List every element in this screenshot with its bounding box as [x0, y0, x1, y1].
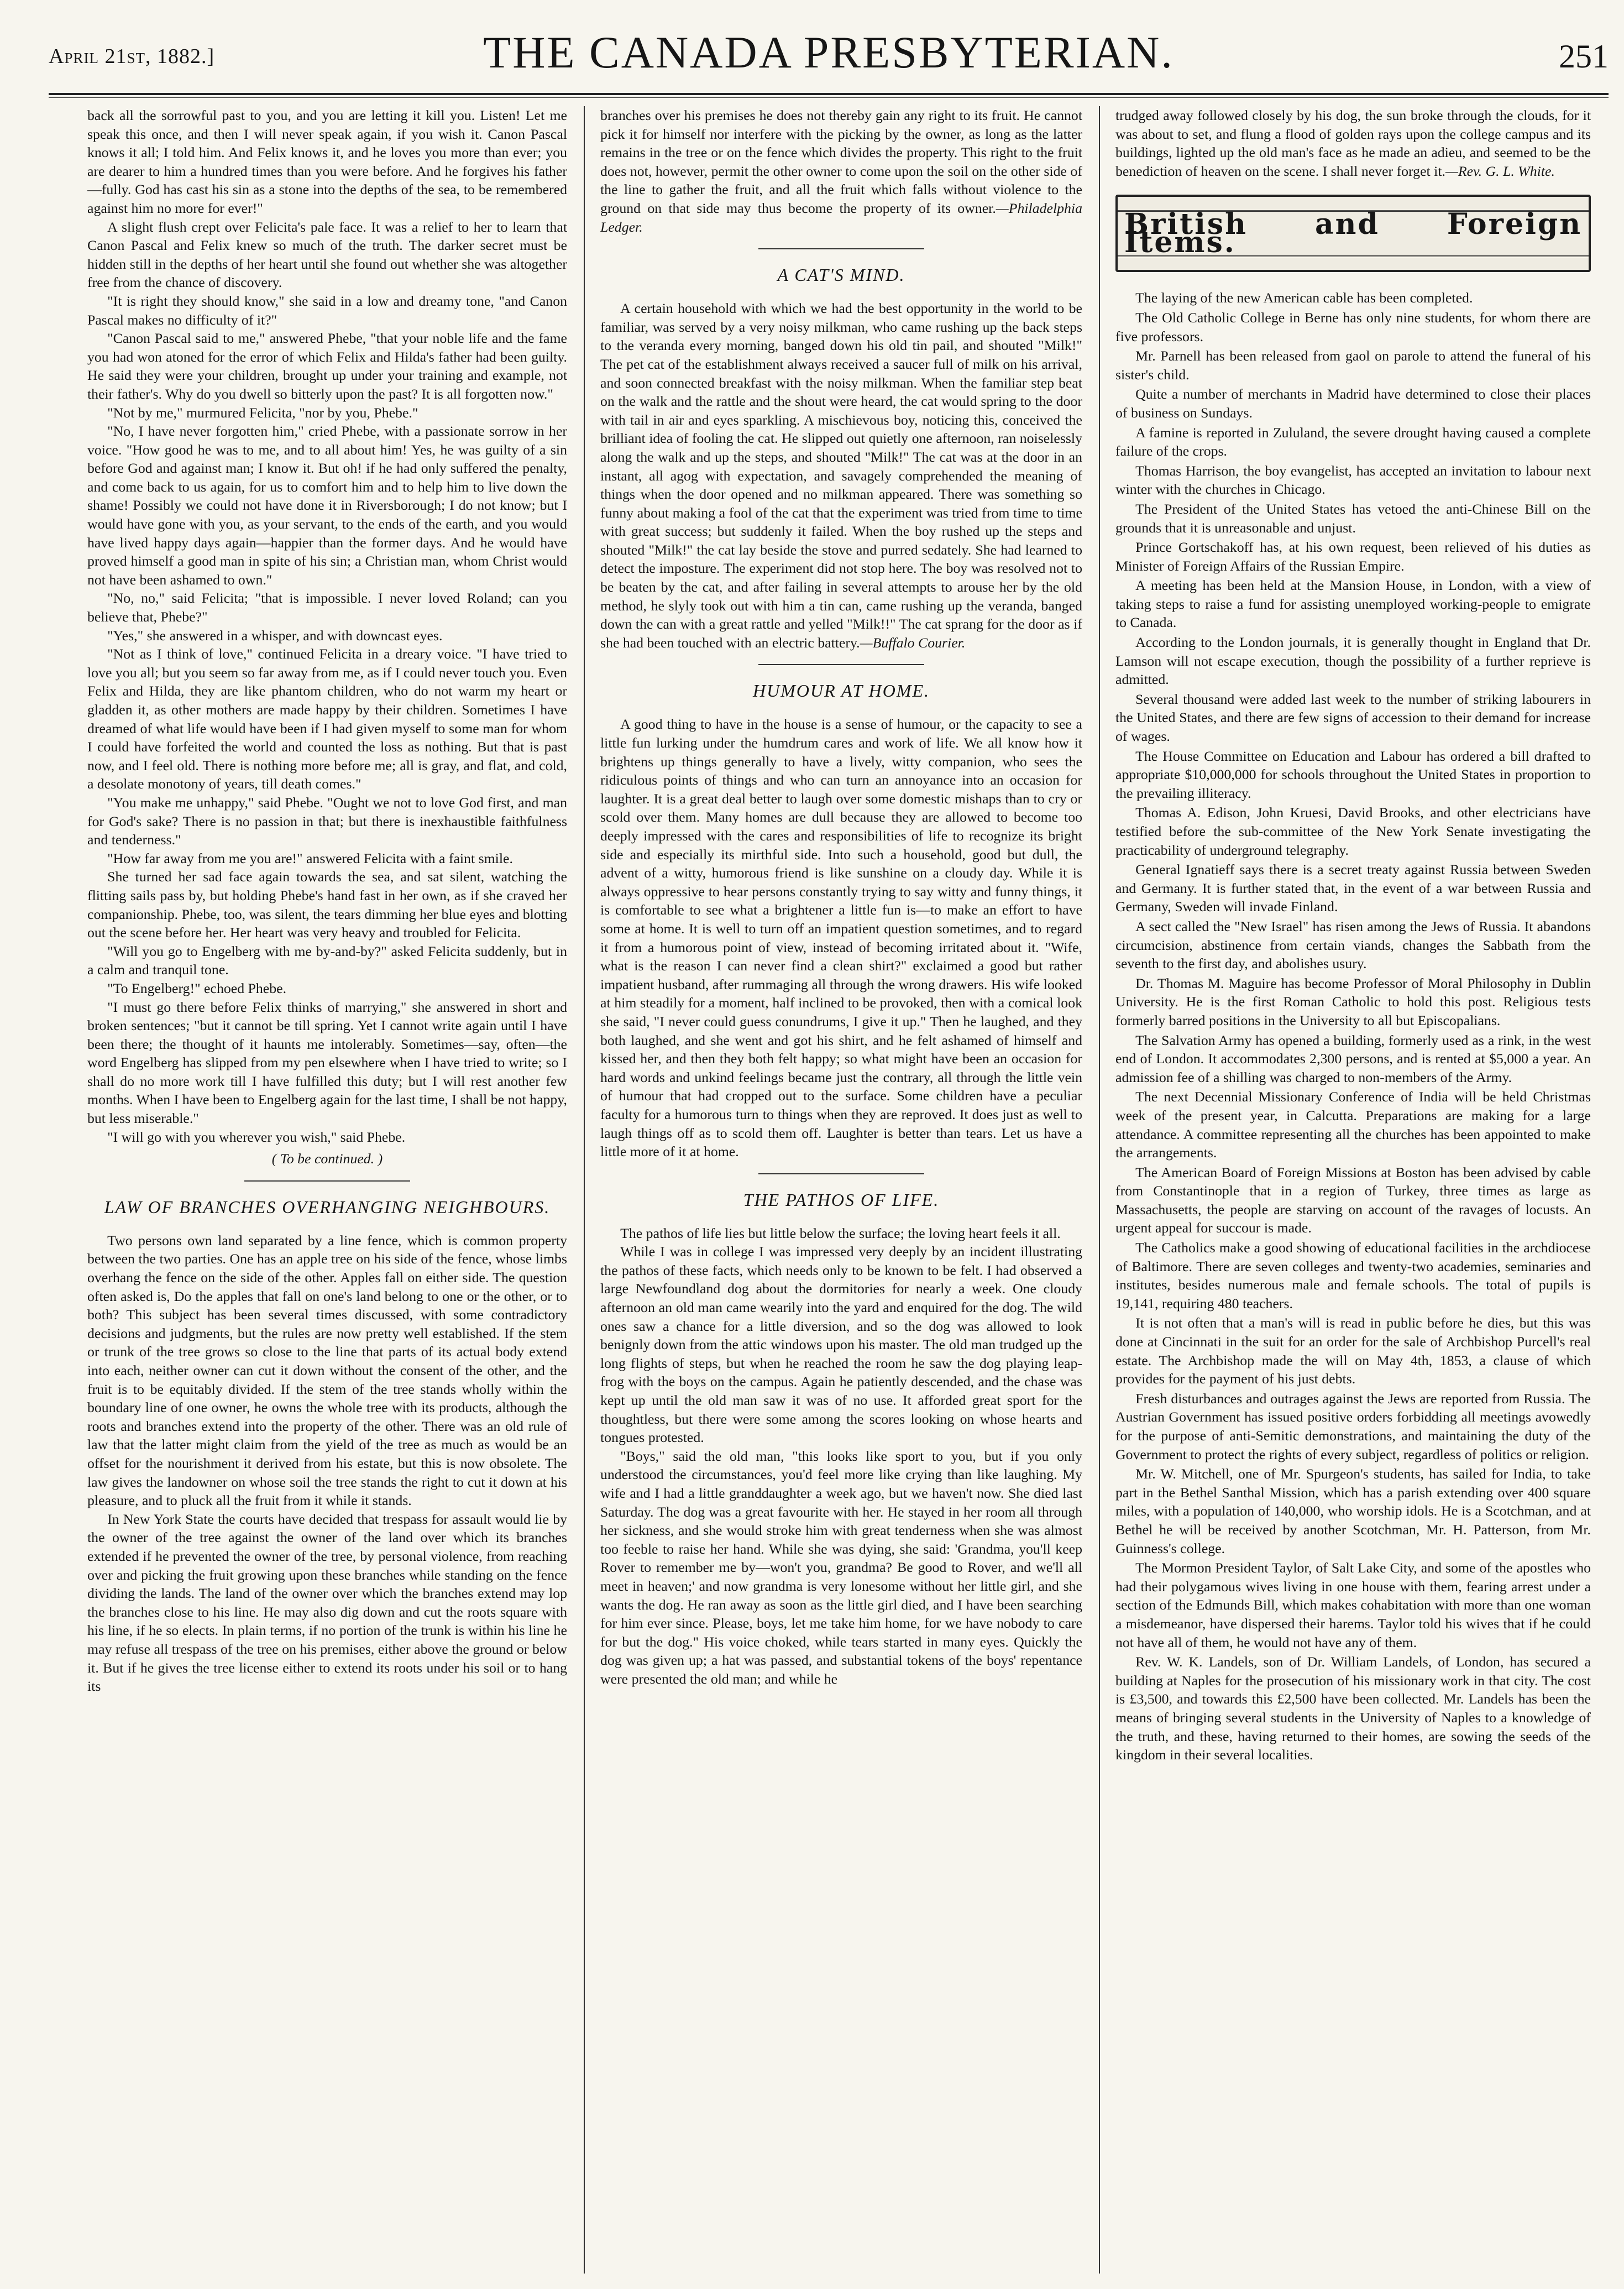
- news-item: The laying of the new American cable has been completed.: [1135, 290, 1473, 306]
- news-item: Quite a number of merchants in Madrid have determined to close their places of business on Sundays.: [1115, 386, 1591, 421]
- article-paragraph: While I was in college I was impressed very deeply by an incident illustrating the pathos of these facts, which needs only to be known to be felt. I had observed a large Newfoundland dog about the dormitories for nearly a week. One cloudy afternoon an old man came wearily into the yard and enquired for the dog. The wild ones saw a chance for a little diversion, and so the dog was allowed to look benignly down from the attic windows upon his master. The old man trudged up the long flights of steps, but when he reached the room he saw the dog playing leap-frog with the boys on the campus. Again he patiently descended, and the chase was kept up until the old man saw it was of no use. It afforded great sport for the thoughtless, but there were some among the scores looking on whose hearts and tongues protested.: [600, 1243, 1082, 1446]
- news-item: General Ignatieff says there is a secret treaty against Russia between Sweden and Germany. It is further stated that, in the event of a war between Russia and Germany, Sweden will invade Finland.: [1115, 861, 1591, 915]
- story-paragraph: "You make me unhappy," said Phebe. "Ought we not to love God first, and man for God's sake? There is no passion in that; but there is inexhaustible faithfulness and tenderness.": [87, 794, 567, 848]
- news-item: The House Committee on Education and Labour has ordered a bill drafted to appropriate $10,000,000 for schools throughout the United States in proportion to the prevailing illiteracy.: [1115, 748, 1591, 801]
- news-items: [1115, 289, 1591, 1764]
- column-2: [600, 106, 1082, 2279]
- news-item: Thomas Harrison, the boy evangelist, has accepted an invitation to labour next winter with the churches in Chicago.: [1115, 462, 1591, 498]
- news-item: According to the London journals, it is generally thought in England that Dr. Lamson will not escape execution, though the possibility of a further reprieve is admitted.: [1115, 634, 1591, 688]
- news-item: Rev. W. K. Landels, son of Dr. William Landels, of London, has secured a building at Naples for the prosecution of his missionary work in that city. The cost is £3,500, and towards this £2,500 have been collected. Mr. Landels has been the means of bringing several students in the University of Naples to a knowledge of the truth, and these, having returned to their homes, are sowing the seeds of the kingdom in their several localities.: [1115, 1654, 1591, 1763]
- story-paragraph: "I will go with you wherever you wish," said Phebe.: [107, 1128, 406, 1145]
- article-paragraph: "Boys," said the old man, "this looks like sport to you, but if you only understood the circumstances, you'd feel more like crying than like laughing. My wife and I had a little granddaughter a week ago, but we haven't now. She died last Saturday. The dog was a great favourite with her. He stayed in her room all through her sickness, and she would stroke him with great tenderness when she was almost too feeble to raise her hand. While she was dying, she said: 'Grandma, you'll keep Rover to remember me by—won't you, grandma? Be good to Rover, and we'll all meet in heaven;' and now grandma is very lonesome without her little girl, and she wants the dog. He ran away as soon as the little girl died, and I have been searching for him ever since. Please, boys, let me take him home, for we have nobody to care for but the dog." His voice choked, while tears started in many eyes. Quickly the dog was given up; a hat was passed, and substantial tokens of the boys' repentance were presented the old man; and while he: [600, 1447, 1082, 1687]
- serial-story: [87, 106, 567, 1168]
- news-item: Prince Gortschakoff has, at his own request, been relieved of his duties as Minister of Foreign Affairs of the Russian Empire.: [1115, 539, 1591, 574]
- article-heading-humour: HUMOUR AT HOME.: [752, 681, 930, 701]
- story-paragraph: She turned her sad face again towards the sea, and sat silent, watching the flitting sails pass by, but holding Phebe's hand fast in her own, as if she craved her companionship. Phebe, too, was silent, the tears dimming her blue eyes and blotting out the scene before her. Her heart was very heavy and troubled for Felicita.: [87, 869, 567, 941]
- article-paragraph: The pathos of life lies but little below the surface; the loving heart feels it all.: [620, 1225, 1061, 1241]
- article-paragraph: In New York State the courts have decided that trespass for assault would lie by the owner of the tree against the owner of the land over which its branches extended if he prevented the owner of the tree, by personal violence, from reaching over and picking the fruit growing upon these branches while standing on the fence dividing the lands. The land of the owner over which the branches extend may lop the branches close to his line. He may also dig down and cut the roots square with his line, if he so elects. In plain terms, if no portion of the trunk is within his line he may refuse all trespass of the tree on his premises, either above the ground or below it. But if he gives the tree license either to extend its roots under his soil or to hang its: [87, 1511, 567, 1695]
- story-paragraph: "It is right they should know," she said in a low and dreamy tone, "and Canon Pascal makes no difficulty of it?": [87, 292, 567, 328]
- section-rule: [244, 1180, 410, 1182]
- news-item: It is not often that a man's will is read in public before he dies, but this was done at Cincinnati in the suit for an order for the sale of Archbishop Purcell's real estate. The Archbishop made the will on May 4th, 1853, a clause of which provides for the payment of his just debts.: [1115, 1315, 1591, 1387]
- section-banner: [1115, 195, 1591, 272]
- story-paragraph: "Not as I think of love," continued Felicita in a dreary voice. "I have tried to love you all; but you seem so far away from me, as if I could never touch you. Even Felix and Hilda, they are like phantom children, who do not warm my heart or gladden it, as other mothers are made happy by their children. Sometimes I have dreamed of what life would have been if I had given myself to some man for whom I could have forfeited the world and counted the loss as nothing. But that is past now, and I feel old. There is nothing more before me; all is gray, and flat, and cold, a desolate monotony of years, till death comes.": [87, 646, 567, 792]
- news-item: The Mormon President Taylor, of Salt Lake City, and some of the apostles who had their polygamous wives living in one house with them, fearing arrest under a section of the Edmunds Bill, which makes cohabitation with more than one woman a misdemeanor, have dispersed their harems. Taylor told his wives that if he could not have all of them, he would not have any of them.: [1115, 1560, 1591, 1650]
- law-continuation: branches over his premises he does not thereby gain any right to its fruit. He cannot pick it for himself nor interfere with the picking by the owner, as long as the latter remains in the tree or on the fence which divides the property. This right to the fruit does not, however, permit the other owner to come upon the soil on the other side of the line to gather the fruit, and all the fruit which falls without violence to the ground on that side may thus become the property of its owner.: [600, 107, 1082, 216]
- section-rule: [758, 1173, 924, 1174]
- source-credit: —Rev. G. L. White.: [1445, 163, 1555, 179]
- news-item: A sect called the "New Israel" has risen among the Jews of Russia. It abandons circumcision, abstinence from certain viands, changes the Sabbath from the seventh to the first day, and abolishes usury.: [1115, 918, 1591, 972]
- article-heading-pathos: THE PATHOS OF LIFE.: [743, 1189, 940, 1210]
- news-item: Mr. Parnell has been released from gaol on parole to attend the funeral of his sister's child.: [1115, 348, 1591, 383]
- article-heading-law: LAW OF BRANCHES OVERHANGING NEIGHBOURS.: [104, 1196, 551, 1217]
- news-item: The Catholics make a good showing of educational facilities in the archdiocese of Baltimore. There are seven colleges and twenty-two academies, seminaries and institutes, besides numerous male and female schools. The total of pupils is 19,141, requiring 480 teachers.: [1115, 1240, 1591, 1311]
- newspaper-title: THE CANADA PRESBYTERIAN.: [483, 27, 1174, 77]
- article-paragraph: [1115, 106, 1591, 180]
- column-3: [1115, 106, 1591, 2279]
- header-rule: [49, 93, 1609, 95]
- article-paragraph: Two persons own land separated by a line fence, which is common property between the two parties. One has an apple tree on his side of the fence, whose limbs overhang the fence on the side of the other. Apples fall on either side. The question often asked is, Do the apples that fall on one's land belong to one or the other, or to both? This subject has been several times discussed, with some contradictory decisions and judgments, but the rules are now pretty well established. If the stem or trunk of the tree grows so close to the line that parts of its actual body extend into each, neither owner can cut it down without the consent of the other, and the fruit is to be equitably divided. If the stem of the tree stands wholly within the boundary line of one owner, he owns the whole tree with its products, although the roots and branches extend into the property of the other. There was an old rule of law that the latter might claim from the yield of the tree as much as would be an offset for the nourishment it derived from his estate, but this is now obsolete. The law gives the landowner on whose soil the tree stands the right to cut it down at his pleasure, and to pluck all the fruit from it while it stands.: [87, 1232, 567, 1509]
- column-divider: [584, 106, 585, 2274]
- article-paragraph: [600, 106, 1082, 236]
- story-paragraph: "No, no," said Felicita; "that is impossible. I never loved Roland; can you believe that, Phebe?": [87, 590, 567, 625]
- source-credit: —Buffalo Courier.: [860, 634, 966, 651]
- article-heading-cat: A CAT'S MIND.: [777, 265, 905, 285]
- banner-title: British and Foreign Items.: [1118, 210, 1589, 257]
- news-item: The Old Catholic College in Berne has only nine students, for whom there are five professors.: [1115, 309, 1591, 344]
- news-item: Dr. Thomas M. Maguire has become Professor of Moral Philosophy in Dublin University. He is the first Roman Catholic to hold this post. Religious tests formerly barred positions in the University to all but Episcopalians.: [1115, 975, 1591, 1028]
- header-rule-thin: [49, 97, 1609, 98]
- news-item: The American Board of Foreign Missions at Boston has been advised by cable from Constantinople that in a region of Turkey, three times as large as Massachusetts, the people are starving on account of the ravages of locusts. An urgent appeal for succour is made.: [1115, 1164, 1591, 1236]
- story-paragraph: A slight flush crept over Felicita's pale face. It was a relief to her to learn that Canon Pascal and Felix knew so much of the truth. The darker secret must be hidden still in the depths of her heart until she found out whether she was altogether free from the chance of discovery.: [87, 218, 567, 291]
- story-paragraph: "Not by me," murmured Felicita, "nor by you, Phebe.": [107, 404, 418, 421]
- masthead: [49, 11, 1609, 94]
- section-rule: [758, 248, 924, 249]
- news-item: The next Decennial Missionary Conference of India will be held Christmas week of the present year, in Calcutta. Preparations are making for a large attendance. A committee representing all the churches has been appointed to make the arrangements.: [1115, 1089, 1591, 1161]
- news-item: The Salvation Army has opened a building, formerly used as a rink, in the west end of London. It accommodates 2,300 persons, and is rented at $5,000 a year. An admission fee of a shilling was charged to non-members of the Army.: [1115, 1032, 1591, 1085]
- article-paragraph: [600, 299, 1082, 652]
- column-divider: [1099, 106, 1100, 2274]
- source-credit: —Philadelphia Ledger.: [600, 200, 1082, 235]
- story-paragraph: "I must go there before Felix thinks of marrying," she answered in short and broken sentences; "but it cannot be till spring. Yet I cannot write again until I have been there; the thought of it haunts me intolerably. Sometimes—say, often—the word Engelberg has slipped from my pen elsewhere when I have tried to write; so I shall do no more work till I have fulfilled this duty; but I will rest another few months. When I have been to Engelberg again for the last time, I shall be not happy, but less miserable.": [87, 999, 567, 1127]
- news-item: Thomas A. Edison, John Kruesi, David Brooks, and other electricians have testified before the sub-committee of the New York Senate investigating the practicability of underground telegraphy.: [1115, 804, 1591, 858]
- story-paragraph: "Canon Pascal said to me," answered Phebe, "that your noble life and the fame you had won atoned for the error of which Felix and Hilda's father had been guilty. He said they were your children, brought up under your training and example, not their father's. Why do you dwell so bitterly upon the past? It is all forgotten now.": [87, 330, 567, 402]
- pathos-ending: trudged away followed closely by his dog, the sun broke through the clouds, for it was about to set, and flung a flood of golden rays upon the college campus and its buildings, lighted up the old man's face as he made an adieu, and seemed to be the benediction of heaven on the scene. I shall never forget it.: [1115, 107, 1591, 179]
- section-rule: [758, 664, 924, 665]
- cat-article-text: A certain household with which we had the best opportunity in the world to be familiar, was served by a very noisy milkman, who came rushing up the back steps to the veranda every morning, banged down his old tin pail, and shouted "Milk!" The pet cat of the establishment always received a saucer full of milk on his arrival, and soon connected breakfast with the noisy milkman. When the familiar step beat on the walk and the rattle and the shout were heard, the cat would spring to the door with tail in air and eyes sparkling. A mischievous boy, noticing this, conceived the brilliant idea of fooling the cat. He slipped out quietly one afternoon, ran noiselessly along the walk and up the steps, and shouted "Milk!" The cat was at the door in an instant, all agog with expectation, and savagely comprehended the meaning of things when the door opened and no milkman appeared. There was something so funny about making a fool of the cat that the experiment was tried from time to time with great success; but suddenly it failed. When the boy rushed up the steps and shouted "Milk!" the cat lay beside the stove and purred sedately. She had learned to detect the imposture. The experiment did not stop here. The boy was resolved not to be beaten by the cat, and after failing in several attempts to arouse her by the old method, he slyly took out with him a tin can, came rushing up the veranda, banged down the can with a great rattle and yelled "Milk!!" The cat sprang for the door as if she had been touched with an electric battery.: [600, 300, 1082, 651]
- article-paragraph: A good thing to have in the house is a sense of humour, or the capacity to see a little fun lurking under the humdrum cares and work of life. We all know how it brightens up things generally to have a lively, witty companion, who sees the ridiculous points of things and who can turn an annoyance into an occasion for laughter. It is a great deal better to laugh over some domestic mishaps than to cry or scold over them. Many homes are dull because they are allowed to become too deeply impressed with the cares and responsibilities of life to recognize its bright side and especially its mirthful side. Into such a household, good but dull, the advent of a witty, humorous friend is like sunshine on a cloudy day. While it is always oppressive to hear persons constantly trying to say witty and funny things, it is comfortable to see what a brightener a little fun is—to make an effort to have some at home. It is well to turn off an impatient question sometimes, and to regard it from a humorous point of view, instead of becoming irritated about it. "Wife, what is the reason I can never find a clean shirt?" exclaimed a good but rather impatient husband, after rummaging all through the wrong drawers. His wife looked at him steadily for a moment, half inclined to be provoked, then with a comical look she said, "I never could guess conundrums, I give it up." Then he laughed, and they both laughed, and she went and got his shirt, and he felt ashamed of himself and kissed her, and then they both felt happy; so what might have been an occasion for hard words and unkind feelings became just the contrary, all through the little vein of humour that had cropped out to the surface. Some children have a peculiar faculty for a humorous turn to things when they are reproved. It does just as well to laugh things off as to scold them off. Laughter is better than tears. Let us have a little more of it at home.: [600, 716, 1082, 1160]
- news-item: Fresh disturbances and outrages against the Jews are reported from Russia. The Austrian Government has issued positive orders forbidding all meetings avowedly for the purpose of anti-Semitic demonstrations, and maintaining the duty of the Government to protect the rights of every subject, regardless of politics or religion.: [1115, 1390, 1591, 1462]
- story-paragraph: "To Engelberg!" echoed Phebe.: [107, 980, 287, 996]
- news-item: A famine is reported in Zululand, the severe drought having caused a complete failure of the crops.: [1115, 424, 1591, 459]
- news-item: Mr. W. Mitchell, one of Mr. Spurgeon's students, has sailed for India, to take part in the Bethel Santhal Mission, which has a parish extending over 400 square miles, with a population of 140,000, who worship idols. He is a Scotchman, and at Bethel he will be received by another Scotchman, Mr. H. Patterson, from Mr. Guinness's college.: [1115, 1466, 1591, 1556]
- news-item: A meeting has been held at the Mansion House, in London, with a view of taking steps to raise a fund for assisting unemployed working-people to emigrate to Canada.: [1115, 577, 1591, 631]
- news-item: The President of the United States has vetoed the anti-Chinese Bill on the grounds that it is unreasonable and unjust.: [1115, 500, 1591, 536]
- page-number: 251: [1559, 38, 1609, 75]
- to-be-continued: ( To be continued. ): [271, 1151, 383, 1167]
- news-item: Several thousand were added last week to the number of striking labourers in the United States, and there are few signs of accession to their demand for increase of wages.: [1115, 691, 1591, 745]
- story-paragraph: "Will you go to Engelberg with me by-and-by?" asked Felicita suddenly, but in a calm and tranquil tone.: [87, 943, 567, 978]
- story-paragraph: "How far away from me you are!" answered Felicita with a faint smile.: [107, 850, 513, 866]
- story-paragraph: "Yes," she answered in a whisper, and with downcast eyes.: [107, 627, 443, 644]
- issue-date: April 21st, 1882.]: [49, 45, 215, 68]
- story-paragraph: back all the sorrowful past to you, and you are letting it kill you. Listen! Let me speak this once, and then I will never speak again, if you wish it. Canon Pascal knows it all; I told him. And Felix knows it, and he loves you more than ever; you are dearer to him a hundred times than you were before. And he forgives his father—fully. God has cast his sin as a stone into the depths of the sea, to be remembered against him no more for ever!": [87, 107, 567, 216]
- story-paragraph: "No, I have never forgotten him," cried Phebe, with a passionate sorrow in her voice. "How good he was to me, and to all about him! Yes, he was guilty of a sin before God and against man; I know it. But oh! if he had only suffered the penalty, and come back to us again, for us to comfort him and to help him to live down the shame! Possibly we could not have done it in Riversborough; I do not know; but I would have gone with you, as your servant, to the ends of the earth, and you would have lived happy days again—happier than the former days. And he would have proved himself a good man in spite of his sin; a Christian man, whom Christ would not have been ashamed to own.": [87, 423, 567, 588]
- column-1: [87, 106, 567, 2279]
